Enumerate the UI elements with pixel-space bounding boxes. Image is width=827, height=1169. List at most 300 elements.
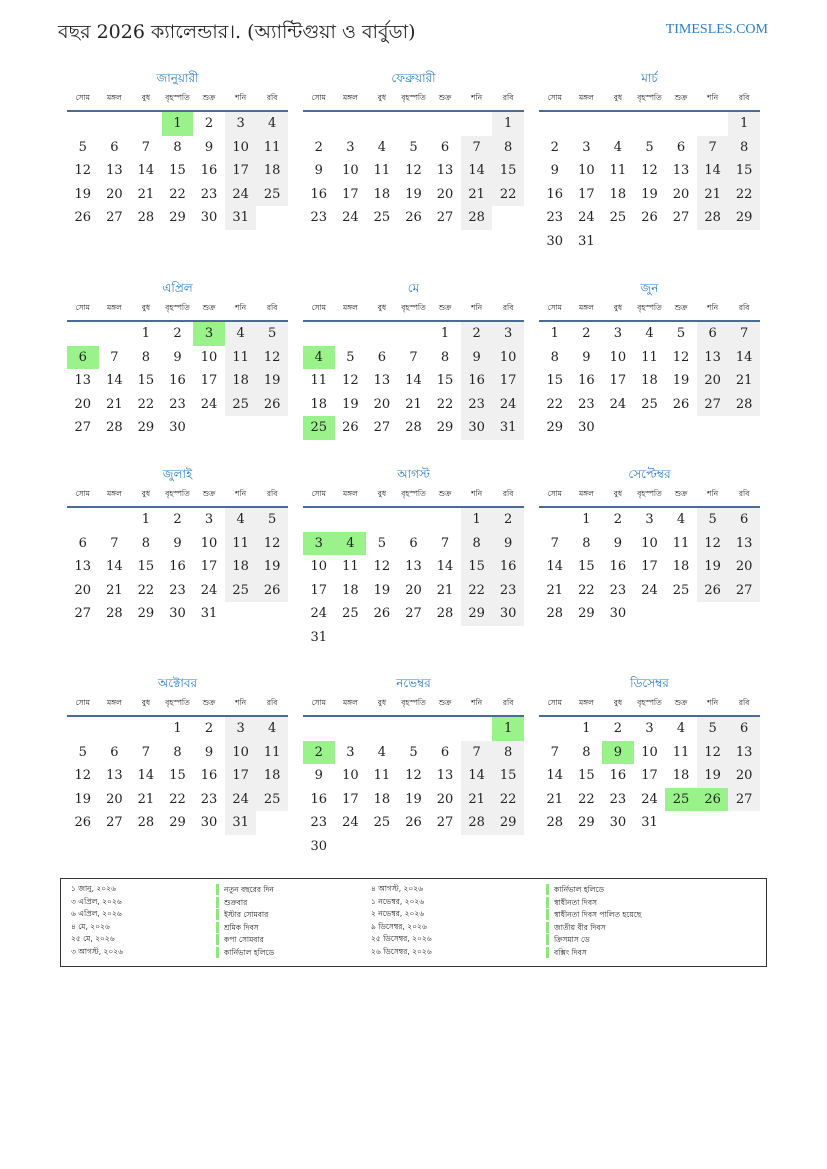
day-cell[interactable]: 28 xyxy=(697,206,729,230)
day-cell[interactable]: 15 xyxy=(169,163,186,179)
day-cell[interactable]: 13 xyxy=(436,163,454,179)
day-cell[interactable]: 8 xyxy=(141,535,151,551)
holiday-day-cell[interactable]: 4 xyxy=(303,346,335,370)
day-cell[interactable]: 6 xyxy=(110,744,119,760)
day-cell[interactable]: 15 xyxy=(436,373,454,389)
day-cell[interactable]: 18 xyxy=(373,186,391,202)
day-cell[interactable]: 2 xyxy=(461,322,493,346)
day-cell[interactable]: 28 xyxy=(461,811,493,835)
day-cell[interactable]: 28 xyxy=(436,606,454,622)
day-cell[interactable]: 23 xyxy=(310,210,328,226)
day-cell[interactable]: 26 xyxy=(74,210,92,226)
day-cell[interactable]: 7 xyxy=(409,349,418,365)
day-cell[interactable]: 15 xyxy=(578,768,595,784)
day-cell[interactable]: 2 xyxy=(613,721,623,737)
day-cell[interactable]: 1 xyxy=(550,326,559,342)
day-cell[interactable]: 22 xyxy=(492,183,524,207)
day-cell[interactable]: 20 xyxy=(697,369,729,393)
day-cell[interactable]: 12 xyxy=(405,163,422,179)
day-cell[interactable]: 30 xyxy=(169,606,186,622)
day-cell[interactable]: 25 xyxy=(225,393,257,417)
day-cell[interactable]: 7 xyxy=(110,535,119,551)
day-cell[interactable]: 29 xyxy=(137,420,155,436)
day-cell[interactable]: 7 xyxy=(461,136,493,160)
day-cell[interactable]: 12 xyxy=(405,768,422,784)
day-cell[interactable]: 13 xyxy=(106,163,123,179)
day-cell[interactable]: 22 xyxy=(492,788,524,812)
day-cell[interactable]: 26 xyxy=(641,210,658,226)
day-cell[interactable]: 26 xyxy=(697,579,729,603)
day-cell[interactable]: 11 xyxy=(609,163,627,179)
day-cell[interactable]: 30 xyxy=(200,210,218,226)
day-cell[interactable]: 30 xyxy=(546,233,564,249)
day-cell[interactable]: 21 xyxy=(728,369,760,393)
day-cell[interactable]: 4 xyxy=(256,717,288,741)
day-cell[interactable]: 28 xyxy=(137,210,155,226)
day-cell[interactable]: 14 xyxy=(137,163,155,179)
day-cell[interactable]: 16 xyxy=(169,559,186,575)
day-cell[interactable]: 1 xyxy=(582,721,591,737)
day-cell[interactable]: 1 xyxy=(173,721,182,737)
day-cell[interactable]: 19 xyxy=(672,373,690,389)
day-cell[interactable]: 1 xyxy=(582,512,591,528)
day-cell[interactable]: 23 xyxy=(461,393,493,417)
day-cell[interactable]: 25 xyxy=(256,788,288,812)
day-cell[interactable]: 16 xyxy=(461,369,493,393)
day-cell[interactable]: 15 xyxy=(728,159,760,183)
day-cell[interactable]: 2 xyxy=(204,116,214,132)
day-cell[interactable]: 6 xyxy=(440,744,450,760)
day-cell[interactable]: 12 xyxy=(672,349,690,365)
day-cell[interactable]: 10 xyxy=(342,768,359,784)
day-cell[interactable]: 4 xyxy=(256,112,288,136)
day-cell[interactable]: 13 xyxy=(373,373,391,389)
day-cell[interactable]: 11 xyxy=(342,559,359,575)
day-cell[interactable]: 18 xyxy=(672,768,690,784)
day-cell[interactable]: 10 xyxy=(200,535,218,551)
day-cell[interactable]: 13 xyxy=(672,163,690,179)
day-cell[interactable]: 13 xyxy=(74,559,92,575)
day-cell[interactable]: 25 xyxy=(373,815,391,831)
day-cell[interactable]: 29 xyxy=(137,606,155,622)
day-cell[interactable]: 31 xyxy=(200,606,218,622)
day-cell[interactable]: 29 xyxy=(492,811,524,835)
day-cell[interactable]: 8 xyxy=(582,535,591,551)
day-cell[interactable]: 15 xyxy=(137,559,155,575)
day-cell[interactable]: 17 xyxy=(200,559,218,575)
day-cell[interactable]: 22 xyxy=(436,396,454,412)
holiday-day-cell[interactable]: 26 xyxy=(697,788,729,812)
day-cell[interactable]: 1 xyxy=(492,112,524,136)
day-cell[interactable]: 12 xyxy=(697,741,729,765)
day-cell[interactable]: 16 xyxy=(578,373,595,389)
day-cell[interactable]: 13 xyxy=(106,768,123,784)
day-cell[interactable]: 24 xyxy=(200,396,218,412)
day-cell[interactable]: 11 xyxy=(310,373,328,389)
day-cell[interactable]: 4 xyxy=(676,512,686,528)
holiday-day-cell[interactable]: 25 xyxy=(303,416,335,440)
day-cell[interactable]: 11 xyxy=(373,768,391,784)
day-cell[interactable]: 15 xyxy=(461,555,493,579)
day-cell[interactable]: 27 xyxy=(74,606,92,622)
day-cell[interactable]: 26 xyxy=(672,396,690,412)
holiday-day-cell[interactable]: 25 xyxy=(665,788,697,812)
day-cell[interactable]: 29 xyxy=(578,606,595,622)
day-cell[interactable]: 28 xyxy=(546,606,564,622)
day-cell[interactable]: 7 xyxy=(110,349,119,365)
day-cell[interactable]: 3 xyxy=(645,721,654,737)
day-cell[interactable]: 4 xyxy=(613,139,623,155)
day-cell[interactable]: 13 xyxy=(728,532,760,556)
day-cell[interactable]: 23 xyxy=(609,791,627,807)
day-cell[interactable]: 24 xyxy=(342,210,359,226)
day-cell[interactable]: 4 xyxy=(377,139,387,155)
day-cell[interactable]: 26 xyxy=(342,420,359,436)
day-cell[interactable]: 10 xyxy=(641,744,658,760)
day-cell[interactable]: 12 xyxy=(697,532,729,556)
day-cell[interactable]: 3 xyxy=(613,326,623,342)
day-cell[interactable]: 5 xyxy=(676,326,686,342)
day-cell[interactable]: 6 xyxy=(78,535,87,551)
day-cell[interactable]: 21 xyxy=(106,582,123,598)
day-cell[interactable]: 27 xyxy=(436,815,454,831)
day-cell[interactable]: 22 xyxy=(169,186,186,202)
day-cell[interactable]: 11 xyxy=(373,163,391,179)
day-cell[interactable]: 21 xyxy=(137,186,155,202)
day-cell[interactable]: 24 xyxy=(609,396,627,412)
day-cell[interactable]: 14 xyxy=(697,159,729,183)
day-cell[interactable]: 11 xyxy=(225,346,257,370)
day-cell[interactable]: 7 xyxy=(141,139,151,155)
holiday-day-cell[interactable]: 3 xyxy=(303,532,335,556)
day-cell[interactable]: 18 xyxy=(672,559,690,575)
day-cell[interactable]: 5 xyxy=(697,508,729,532)
day-cell[interactable]: 20 xyxy=(106,791,123,807)
day-cell[interactable]: 22 xyxy=(728,183,760,207)
day-cell[interactable]: 2 xyxy=(204,721,214,737)
day-cell[interactable]: 29 xyxy=(728,206,760,230)
day-cell[interactable]: 14 xyxy=(728,346,760,370)
day-cell[interactable]: 2 xyxy=(173,512,182,528)
day-cell[interactable]: 17 xyxy=(492,369,524,393)
day-cell[interactable]: 8 xyxy=(173,139,182,155)
day-cell[interactable]: 16 xyxy=(200,163,218,179)
day-cell[interactable]: 30 xyxy=(461,416,493,440)
day-cell[interactable]: 23 xyxy=(169,582,186,598)
day-cell[interactable]: 17 xyxy=(342,791,359,807)
day-cell[interactable]: 3 xyxy=(346,744,355,760)
day-cell[interactable]: 21 xyxy=(106,396,123,412)
day-cell[interactable]: 19 xyxy=(342,396,359,412)
day-cell[interactable]: 29 xyxy=(169,815,186,831)
day-cell[interactable]: 29 xyxy=(436,420,454,436)
day-cell[interactable]: 11 xyxy=(672,744,690,760)
day-cell[interactable]: 16 xyxy=(169,373,186,389)
day-cell[interactable]: 27 xyxy=(106,210,123,226)
day-cell[interactable]: 22 xyxy=(461,579,493,603)
day-cell[interactable]: 30 xyxy=(578,420,595,436)
day-cell[interactable]: 17 xyxy=(310,582,328,598)
day-cell[interactable]: 10 xyxy=(641,535,658,551)
holiday-day-cell[interactable]: 2 xyxy=(303,741,335,765)
day-cell[interactable]: 24 xyxy=(200,582,218,598)
day-cell[interactable]: 3 xyxy=(645,512,654,528)
day-cell[interactable]: 13 xyxy=(436,768,454,784)
day-cell[interactable]: 28 xyxy=(106,420,123,436)
day-cell[interactable]: 24 xyxy=(641,791,658,807)
day-cell[interactable]: 30 xyxy=(609,815,627,831)
day-cell[interactable]: 10 xyxy=(225,741,257,765)
day-cell[interactable]: 14 xyxy=(405,373,422,389)
day-cell[interactable]: 10 xyxy=(609,349,627,365)
day-cell[interactable]: 27 xyxy=(672,210,690,226)
day-cell[interactable]: 23 xyxy=(609,582,627,598)
day-cell[interactable]: 28 xyxy=(106,606,123,622)
day-cell[interactable]: 5 xyxy=(78,744,87,760)
day-cell[interactable]: 4 xyxy=(225,508,257,532)
day-cell[interactable]: 25 xyxy=(641,396,658,412)
day-cell[interactable]: 14 xyxy=(436,559,454,575)
day-cell[interactable]: 15 xyxy=(578,559,595,575)
day-cell[interactable]: 5 xyxy=(645,139,654,155)
day-cell[interactable]: 1 xyxy=(728,112,760,136)
day-cell[interactable]: 7 xyxy=(141,744,151,760)
day-cell[interactable]: 25 xyxy=(672,582,690,598)
day-cell[interactable]: 26 xyxy=(256,579,288,603)
day-cell[interactable]: 2 xyxy=(582,326,591,342)
day-cell[interactable]: 27 xyxy=(697,393,729,417)
brand-link[interactable]: TIMESLES.COM xyxy=(665,22,768,37)
day-cell[interactable]: 4 xyxy=(377,744,387,760)
day-cell[interactable]: 16 xyxy=(609,768,627,784)
day-cell[interactable]: 9 xyxy=(582,349,591,365)
day-cell[interactable]: 18 xyxy=(256,159,288,183)
day-cell[interactable]: 12 xyxy=(74,768,92,784)
day-cell[interactable]: 26 xyxy=(405,210,422,226)
day-cell[interactable]: 15 xyxy=(492,764,524,788)
day-cell[interactable]: 10 xyxy=(492,346,524,370)
day-cell[interactable]: 19 xyxy=(256,555,288,579)
day-cell[interactable]: 11 xyxy=(256,741,288,765)
day-cell[interactable]: 10 xyxy=(310,559,328,575)
day-cell[interactable]: 2 xyxy=(314,139,323,155)
day-cell[interactable]: 14 xyxy=(546,768,564,784)
day-cell[interactable]: 19 xyxy=(641,186,658,202)
holiday-day-cell[interactable]: 6 xyxy=(67,346,99,370)
day-cell[interactable]: 23 xyxy=(546,210,564,226)
day-cell[interactable]: 19 xyxy=(74,791,92,807)
day-cell[interactable]: 8 xyxy=(550,349,559,365)
day-cell[interactable]: 9 xyxy=(314,163,323,179)
day-cell[interactable]: 1 xyxy=(461,508,493,532)
day-cell[interactable]: 12 xyxy=(74,163,92,179)
day-cell[interactable]: 10 xyxy=(578,163,595,179)
day-cell[interactable]: 22 xyxy=(578,791,595,807)
day-cell[interactable]: 18 xyxy=(225,555,257,579)
day-cell[interactable]: 16 xyxy=(609,559,627,575)
day-cell[interactable]: 8 xyxy=(728,136,760,160)
day-cell[interactable]: 1 xyxy=(141,512,151,528)
day-cell[interactable]: 21 xyxy=(461,788,493,812)
day-cell[interactable]: 23 xyxy=(169,396,186,412)
day-cell[interactable]: 28 xyxy=(546,815,564,831)
day-cell[interactable]: 6 xyxy=(697,322,729,346)
day-cell[interactable]: 29 xyxy=(578,815,595,831)
day-cell[interactable]: 17 xyxy=(609,373,627,389)
day-cell[interactable]: 15 xyxy=(137,373,155,389)
day-cell[interactable]: 27 xyxy=(405,606,422,622)
day-cell[interactable]: 9 xyxy=(173,535,182,551)
day-cell[interactable]: 27 xyxy=(106,815,123,831)
day-cell[interactable]: 3 xyxy=(582,139,591,155)
day-cell[interactable]: 18 xyxy=(609,186,627,202)
day-cell[interactable]: 2 xyxy=(492,508,524,532)
day-cell[interactable]: 11 xyxy=(256,136,288,160)
day-cell[interactable]: 28 xyxy=(728,393,760,417)
holiday-day-cell[interactable]: 3 xyxy=(193,322,225,346)
day-cell[interactable]: 25 xyxy=(225,579,257,603)
day-cell[interactable]: 13 xyxy=(74,373,92,389)
day-cell[interactable]: 22 xyxy=(137,396,155,412)
day-cell[interactable]: 7 xyxy=(728,322,760,346)
day-cell[interactable]: 20 xyxy=(74,396,92,412)
day-cell[interactable]: 21 xyxy=(405,396,422,412)
day-cell[interactable]: 5 xyxy=(256,322,288,346)
day-cell[interactable]: 31 xyxy=(225,811,257,835)
day-cell[interactable]: 25 xyxy=(256,183,288,207)
day-cell[interactable]: 19 xyxy=(697,764,729,788)
day-cell[interactable]: 29 xyxy=(461,602,493,626)
day-cell[interactable]: 10 xyxy=(200,349,218,365)
day-cell[interactable]: 22 xyxy=(578,582,595,598)
day-cell[interactable]: 30 xyxy=(492,602,524,626)
holiday-day-cell[interactable]: 4 xyxy=(335,532,367,556)
day-cell[interactable]: 8 xyxy=(492,136,524,160)
day-cell[interactable]: 27 xyxy=(436,210,454,226)
day-cell[interactable]: 9 xyxy=(461,346,493,370)
day-cell[interactable]: 24 xyxy=(310,606,328,622)
day-cell[interactable]: 16 xyxy=(492,555,524,579)
day-cell[interactable]: 15 xyxy=(492,159,524,183)
day-cell[interactable]: 11 xyxy=(225,532,257,556)
day-cell[interactable]: 23 xyxy=(310,815,328,831)
day-cell[interactable]: 10 xyxy=(225,136,257,160)
day-cell[interactable]: 5 xyxy=(377,535,387,551)
day-cell[interactable]: 9 xyxy=(204,139,214,155)
day-cell[interactable]: 5 xyxy=(409,744,418,760)
day-cell[interactable]: 7 xyxy=(440,535,450,551)
day-cell[interactable]: 16 xyxy=(310,186,328,202)
day-cell[interactable]: 8 xyxy=(461,532,493,556)
day-cell[interactable]: 21 xyxy=(137,791,155,807)
day-cell[interactable]: 12 xyxy=(641,163,658,179)
day-cell[interactable]: 19 xyxy=(697,555,729,579)
day-cell[interactable]: 26 xyxy=(373,606,391,622)
day-cell[interactable]: 7 xyxy=(550,744,559,760)
day-cell[interactable]: 21 xyxy=(461,183,493,207)
day-cell[interactable]: 18 xyxy=(256,764,288,788)
day-cell[interactable]: 22 xyxy=(169,791,186,807)
day-cell[interactable]: 6 xyxy=(409,535,418,551)
day-cell[interactable]: 3 xyxy=(346,139,355,155)
day-cell[interactable]: 5 xyxy=(346,349,355,365)
day-cell[interactable]: 17 xyxy=(641,559,658,575)
holiday-day-cell[interactable]: 9 xyxy=(602,741,634,765)
day-cell[interactable]: 6 xyxy=(728,717,760,741)
day-cell[interactable]: 18 xyxy=(641,373,658,389)
day-cell[interactable]: 12 xyxy=(256,346,288,370)
day-cell[interactable]: 27 xyxy=(728,579,760,603)
day-cell[interactable]: 24 xyxy=(641,582,658,598)
day-cell[interactable]: 23 xyxy=(492,579,524,603)
day-cell[interactable]: 14 xyxy=(106,373,123,389)
day-cell[interactable]: 20 xyxy=(728,764,760,788)
day-cell[interactable]: 26 xyxy=(74,815,92,831)
day-cell[interactable]: 2 xyxy=(613,512,623,528)
day-cell[interactable]: 11 xyxy=(641,349,658,365)
day-cell[interactable]: 20 xyxy=(436,791,454,807)
day-cell[interactable]: 4 xyxy=(645,326,654,342)
day-cell[interactable]: 3 xyxy=(204,512,214,528)
day-cell[interactable]: 12 xyxy=(256,532,288,556)
day-cell[interactable]: 18 xyxy=(373,791,391,807)
day-cell[interactable]: 31 xyxy=(310,629,328,645)
day-cell[interactable]: 6 xyxy=(377,349,387,365)
day-cell[interactable]: 29 xyxy=(169,210,186,226)
day-cell[interactable]: 24 xyxy=(492,393,524,417)
day-cell[interactable]: 9 xyxy=(204,744,214,760)
day-cell[interactable]: 21 xyxy=(697,183,729,207)
day-cell[interactable]: 30 xyxy=(609,606,627,622)
day-cell[interactable]: 24 xyxy=(225,788,257,812)
day-cell[interactable]: 28 xyxy=(137,815,155,831)
day-cell[interactable]: 5 xyxy=(78,139,87,155)
day-cell[interactable]: 4 xyxy=(676,721,686,737)
day-cell[interactable]: 17 xyxy=(200,373,218,389)
day-cell[interactable]: 25 xyxy=(609,210,627,226)
day-cell[interactable]: 14 xyxy=(461,764,493,788)
day-cell[interactable]: 10 xyxy=(342,163,359,179)
day-cell[interactable]: 17 xyxy=(225,764,257,788)
day-cell[interactable]: 28 xyxy=(405,420,422,436)
day-cell[interactable]: 29 xyxy=(546,420,564,436)
day-cell[interactable]: 21 xyxy=(546,791,564,807)
day-cell[interactable]: 1 xyxy=(141,326,151,342)
day-cell[interactable]: 2 xyxy=(173,326,182,342)
day-cell[interactable]: 20 xyxy=(672,186,690,202)
day-cell[interactable]: 24 xyxy=(342,815,359,831)
day-cell[interactable]: 5 xyxy=(697,717,729,741)
day-cell[interactable]: 6 xyxy=(676,139,686,155)
day-cell[interactable]: 19 xyxy=(405,791,422,807)
day-cell[interactable]: 1 xyxy=(440,326,450,342)
day-cell[interactable]: 31 xyxy=(578,233,595,249)
day-cell[interactable]: 6 xyxy=(728,508,760,532)
day-cell[interactable]: 18 xyxy=(310,396,328,412)
day-cell[interactable]: 3 xyxy=(492,322,524,346)
day-cell[interactable]: 17 xyxy=(578,186,595,202)
day-cell[interactable]: 27 xyxy=(728,788,760,812)
day-cell[interactable]: 17 xyxy=(225,159,257,183)
day-cell[interactable]: 16 xyxy=(200,768,218,784)
day-cell[interactable]: 15 xyxy=(169,768,186,784)
day-cell[interactable]: 20 xyxy=(436,186,454,202)
day-cell[interactable]: 22 xyxy=(546,396,564,412)
day-cell[interactable]: 20 xyxy=(373,396,391,412)
day-cell[interactable]: 28 xyxy=(461,206,493,230)
day-cell[interactable]: 27 xyxy=(74,420,92,436)
holiday-day-cell[interactable]: 1 xyxy=(162,112,194,136)
